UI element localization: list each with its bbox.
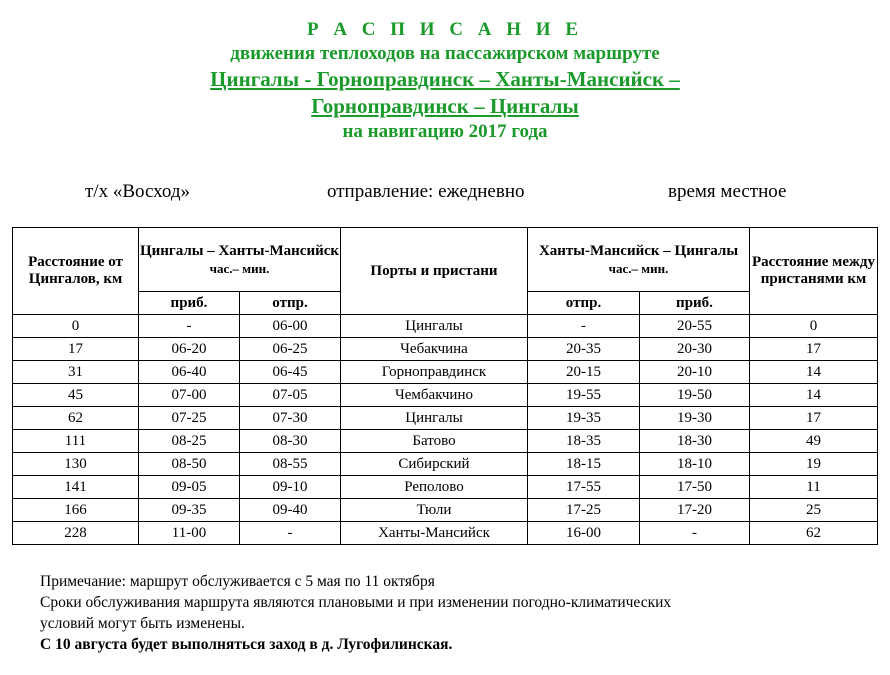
cell-port: Сибирский	[341, 453, 528, 476]
direction-2-label: Ханты-Мансийск – Цингалы	[538, 242, 739, 259]
cell-arrival-2: 18-30	[640, 430, 750, 453]
cell-arrival-2: 19-30	[640, 407, 750, 430]
cell-port: Реполово	[341, 476, 528, 499]
table-row	[13, 361, 878, 384]
cell-distance-between: 11	[750, 476, 878, 499]
note-service-period: Примечание: маршрут обслуживается с 5 мая по 11 октября	[40, 573, 435, 590]
note-weather: условий могут быть изменены.	[40, 615, 245, 632]
table-row	[13, 338, 878, 361]
cell-arrival-1: 11-00	[139, 522, 240, 545]
notes-block	[40, 571, 671, 655]
header-ports: Порты и пристани	[341, 228, 528, 315]
cell-port: Горноправдинск	[341, 361, 528, 384]
cell-distance-from: 31	[13, 361, 139, 384]
route-line-2: Горноправдинск – Цингалы	[311, 94, 579, 118]
header-distance-between: Расстояние между пристанями км	[750, 228, 878, 315]
cell-distance-from: 166	[13, 499, 139, 522]
cell-departure-1: 09-40	[240, 499, 341, 522]
cell-departure-1: 09-10	[240, 476, 341, 499]
departure-frequency: отправление: ежедневно	[327, 181, 525, 202]
direction-1-label: Цингалы – Ханты-Мансийск	[139, 242, 340, 259]
cell-arrival-2: 20-30	[640, 338, 750, 361]
cell-distance-between: 14	[750, 361, 878, 384]
table-row	[13, 522, 878, 545]
navigation-season: на навигацию 2017 года	[342, 121, 548, 142]
cell-distance-from: 62	[13, 407, 139, 430]
cell-arrival-1: -	[139, 315, 240, 338]
header-arrival-1: приб.	[139, 292, 240, 315]
cell-distance-between: 49	[750, 430, 878, 453]
cell-arrival-1: 09-35	[139, 499, 240, 522]
table-row	[13, 384, 878, 407]
cell-distance-from: 0	[13, 315, 139, 338]
cell-departure-1: 06-00	[240, 315, 341, 338]
cell-distance-between: 62	[750, 522, 878, 545]
cell-departure-2: 17-25	[528, 499, 640, 522]
header-departure-2: отпр.	[528, 292, 640, 315]
cell-departure-2: 19-55	[528, 384, 640, 407]
cell-arrival-2: 20-10	[640, 361, 750, 384]
cell-distance-between: 17	[750, 407, 878, 430]
table-row	[13, 315, 878, 338]
cell-departure-1: 07-05	[240, 384, 341, 407]
cell-departure-1: 07-30	[240, 407, 341, 430]
cell-arrival-2: 17-50	[640, 476, 750, 499]
cell-distance-between: 0	[750, 315, 878, 338]
cell-arrival-1: 08-50	[139, 453, 240, 476]
cell-distance-between: 17	[750, 338, 878, 361]
cell-arrival-1: 09-05	[139, 476, 240, 499]
table-row	[13, 499, 878, 522]
note-extra-stop: С 10 августа будет выполняться заход в д. Лугофилинская.	[40, 636, 453, 653]
cell-port: Ханты-Мансийск	[341, 522, 528, 545]
cell-distance-from: 111	[13, 430, 139, 453]
cell-departure-2: -	[528, 315, 640, 338]
table-row	[13, 476, 878, 499]
cell-departure-2: 20-15	[528, 361, 640, 384]
note-planning: Сроки обслуживания маршрута являются плановыми и при изменении погодно-климатических	[40, 594, 672, 611]
cell-arrival-2: 18-10	[640, 453, 750, 476]
cell-arrival-1: 07-25	[139, 407, 240, 430]
cell-port: Тюли	[341, 499, 528, 522]
cell-departure-2: 16-00	[528, 522, 640, 545]
cell-departure-1: 06-25	[240, 338, 341, 361]
cell-distance-between: 25	[750, 499, 878, 522]
table-row	[13, 453, 878, 476]
cell-distance-from: 228	[13, 522, 139, 545]
page-title: Р А С П И С А Н И Е	[306, 19, 584, 40]
table-body	[13, 315, 878, 545]
cell-arrival-1: 08-25	[139, 430, 240, 453]
cell-departure-1: 08-55	[240, 453, 341, 476]
cell-distance-from: 45	[13, 384, 139, 407]
header-arrival-2: приб.	[640, 292, 750, 315]
time-note: время местное	[668, 181, 787, 202]
cell-arrival-2: 17-20	[640, 499, 750, 522]
cell-distance-between: 19	[750, 453, 878, 476]
schedule-table	[12, 227, 878, 545]
header-distance-from: Расстояние от Цингалов, км	[13, 228, 139, 315]
cell-arrival-1: 07-00	[139, 384, 240, 407]
cell-distance-from: 17	[13, 338, 139, 361]
cell-arrival-2: 20-55	[640, 315, 750, 338]
header-direction-1	[139, 228, 341, 292]
header-departure-1: отпр.	[240, 292, 341, 315]
cell-port: Цингалы	[341, 407, 528, 430]
cell-distance-from: 130	[13, 453, 139, 476]
cell-departure-2: 18-15	[528, 453, 640, 476]
direction-2-unit: час.– мин.	[608, 260, 669, 276]
cell-departure-1: -	[240, 522, 341, 545]
direction-1-unit: час.– мин.	[209, 260, 270, 276]
table-row	[13, 430, 878, 453]
cell-arrival-1: 06-20	[139, 338, 240, 361]
cell-departure-2: 18-35	[528, 430, 640, 453]
cell-port: Цингалы	[341, 315, 528, 338]
schedule-header	[0, 18, 890, 144]
cell-departure-2: 17-55	[528, 476, 640, 499]
cell-departure-1: 08-30	[240, 430, 341, 453]
vessel-name: т/х «Восход»	[85, 181, 191, 202]
cell-departure-1: 06-45	[240, 361, 341, 384]
cell-arrival-2: -	[640, 522, 750, 545]
cell-arrival-1: 06-40	[139, 361, 240, 384]
header-direction-2	[528, 228, 750, 292]
cell-distance-between: 14	[750, 384, 878, 407]
cell-distance-from: 141	[13, 476, 139, 499]
page-subtitle: движения теплоходов на пассажирском маршруте	[230, 43, 660, 64]
cell-port: Батово	[341, 430, 528, 453]
cell-departure-2: 19-35	[528, 407, 640, 430]
cell-port: Чембакчино	[341, 384, 528, 407]
route-line-1: Цингалы - Горноправдинск – Ханты-Мансийск –	[210, 67, 680, 91]
cell-arrival-2: 19-50	[640, 384, 750, 407]
cell-departure-2: 20-35	[528, 338, 640, 361]
cell-port: Чебакчина	[341, 338, 528, 361]
table-row	[13, 407, 878, 430]
table-header-row	[13, 228, 878, 292]
